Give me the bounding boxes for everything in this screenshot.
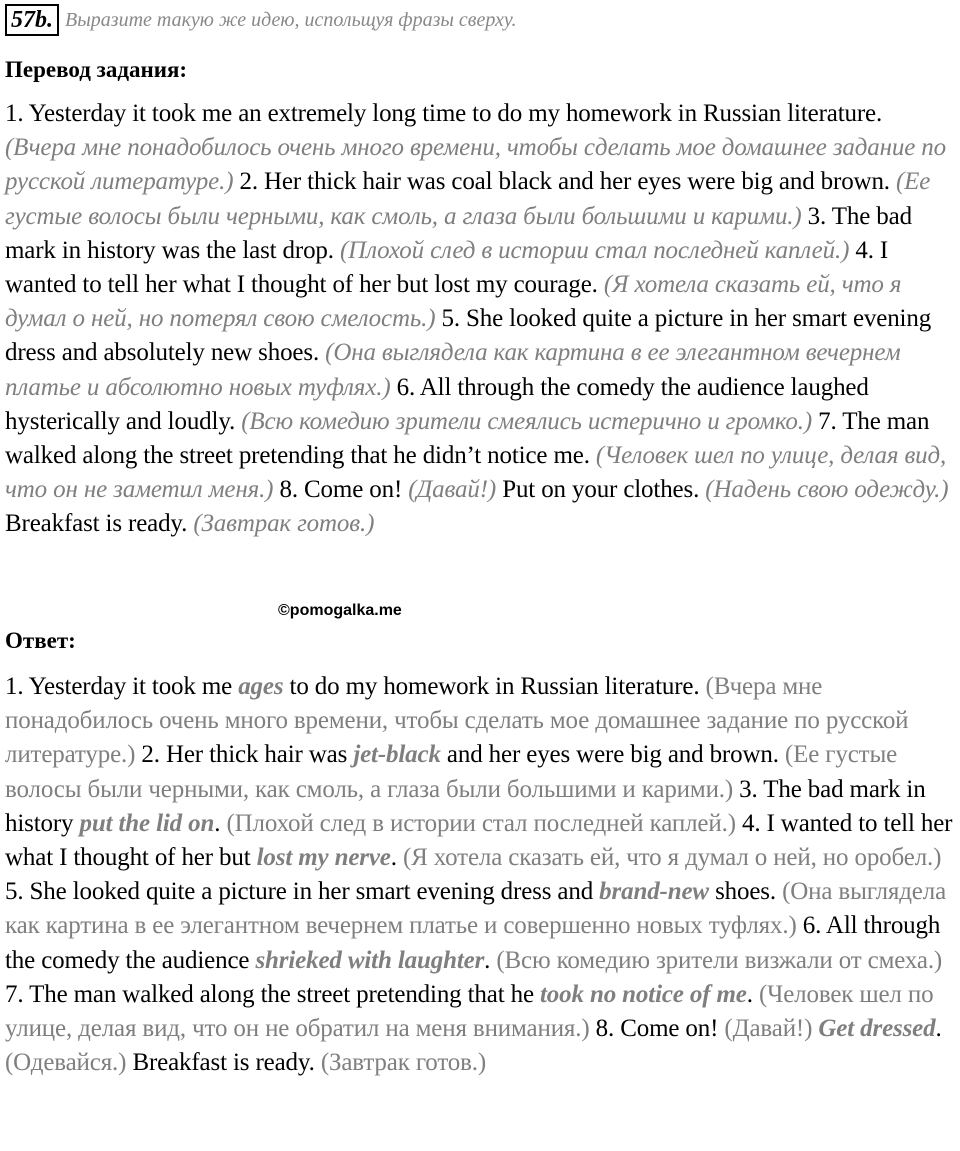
highlighted-phrase: ages bbox=[238, 673, 284, 700]
translation-paragraph bbox=[5, 97, 957, 542]
english-text: 4. I wanted to tell her what I thought of her but lost my courage. bbox=[5, 236, 889, 299]
watermark: ©pomogalka.me bbox=[278, 602, 402, 619]
russian-translation: (Я хотела сказать ей, что я думал о ней, но потерял свою смелость.) bbox=[5, 271, 902, 333]
english-text: . bbox=[214, 809, 227, 837]
english-text: . bbox=[484, 946, 497, 974]
english-text: . bbox=[746, 980, 759, 1008]
russian-translation: (Одевайся.) bbox=[5, 1049, 127, 1077]
russian-translation: (Давай!) bbox=[724, 1015, 813, 1043]
russian-translation: (Человек шел по улице, делая вид, что он не обратил на меня внимания.) bbox=[5, 980, 934, 1043]
russian-translation: (Вчера мне понадобилось очень много времени, чтобы сделать мое домашнее задание по русской литературе.) bbox=[5, 134, 946, 196]
english-text: Put on your clothes. bbox=[496, 476, 706, 504]
task-header bbox=[5, 4, 516, 36]
task-number: 57b. bbox=[5, 4, 59, 36]
highlighted-phrase: brand-new bbox=[599, 878, 709, 906]
answer-paragraph bbox=[5, 670, 957, 1080]
english-text: and her eyes were big and brown. bbox=[440, 741, 785, 769]
russian-translation: (Ее густые волосы были черными, как смоль, а глаза были большими и карими.) bbox=[5, 741, 898, 803]
english-text: . bbox=[935, 1015, 942, 1043]
english-text: to do my homework in Russian literature. bbox=[283, 673, 706, 700]
english-text: 1. Yesterday it took me an extremely long time to do my homework in Russian literature. bbox=[5, 100, 883, 127]
russian-translation: (Она выглядела как картина в ее элегантном вечернем платье и совершенно новых туфлях.) bbox=[5, 878, 947, 940]
english-text: shoes. bbox=[708, 878, 783, 906]
english-text: 2. Her thick hair was bbox=[135, 741, 354, 769]
highlighted-phrase: took no notice of me bbox=[540, 980, 747, 1008]
english-text: 6. All through the comedy the audience laughed hysterically and loudly. bbox=[5, 373, 869, 435]
english-text: 8. Come on! bbox=[589, 1015, 725, 1043]
russian-translation: (Она выглядела как картина в ее элегантном вечернем платье и абсолютно новых туфлях.) bbox=[5, 339, 901, 401]
english-text: 3. The bad mark in history bbox=[5, 775, 926, 837]
russian-translation: (Я хотела сказать ей, что я думал о ней, но оробел.) bbox=[402, 844, 942, 872]
russian-translation: (Всю комедию зрители визжали от смеха.) bbox=[496, 946, 943, 974]
answer-title: Ответ: bbox=[5, 628, 76, 653]
highlighted-phrase: shrieked with laughter bbox=[255, 946, 485, 974]
english-text: 3. The bad mark in history was the last drop. bbox=[5, 202, 912, 264]
english-text: 1. Yesterday it took me bbox=[5, 673, 239, 700]
russian-translation: (Плохой след в истории стал последней каплей.) bbox=[339, 236, 850, 264]
highlighted-phrase: Get dressed bbox=[818, 1015, 936, 1043]
russian-translation: (Вчера мне понадобилось очень много времени, чтобы сделать мое домашнее задание по русской литературе.) bbox=[5, 673, 909, 769]
russian-translation: (Ее густые волосы были черными, как смоль, а глаза были большими и карими.) bbox=[5, 168, 931, 230]
english-text: 7. The man walked along the street pretending that he didn’t notice me. bbox=[5, 407, 930, 470]
english-text: 5. She looked quite a picture in her smart evening dress and bbox=[5, 878, 600, 906]
russian-translation: (Человек шел по улице, делая вид, что он не заметил меня.) bbox=[5, 442, 947, 504]
highlighted-phrase: put the lid on bbox=[79, 809, 215, 837]
task-instruction: Выразите такую же идею, испольщуя фразы сверху. bbox=[65, 8, 517, 31]
russian-translation: (Завтрак готов.) bbox=[320, 1049, 487, 1077]
highlighted-phrase: jet-black bbox=[353, 741, 441, 769]
english-text: 4. I wanted to tell her what I thought of her but bbox=[5, 809, 953, 872]
highlighted-phrase: lost my nerve bbox=[256, 844, 391, 872]
english-text: 6. All through the comedy the audience bbox=[5, 912, 941, 974]
english-text: 2. Her thick hair was coal black and her eyes were big and brown. bbox=[233, 168, 896, 196]
english-text: 7. The man walked along the street pretending that he bbox=[5, 980, 541, 1008]
english-text: 5. She looked quite a picture in her smart evening dress and absolutely new shoes. bbox=[5, 305, 932, 367]
english-text: Breakfast is ready. bbox=[126, 1049, 321, 1077]
russian-translation: (Плохой след в истории стал последней каплей.) bbox=[226, 809, 736, 837]
russian-translation: (Давай!) bbox=[408, 476, 497, 504]
translation-title: Перевод задания: bbox=[5, 57, 188, 82]
russian-translation: (Всю комедию зрители смеялись истерично и громко.) bbox=[241, 407, 813, 435]
russian-translation: (Завтрак готов.) bbox=[193, 510, 375, 538]
russian-translation: (Надень свою одежду.) bbox=[705, 476, 949, 504]
english-text: Breakfast is ready. bbox=[5, 510, 194, 538]
english-text: . bbox=[390, 844, 403, 872]
english-text: 8. Come on! bbox=[273, 476, 409, 504]
